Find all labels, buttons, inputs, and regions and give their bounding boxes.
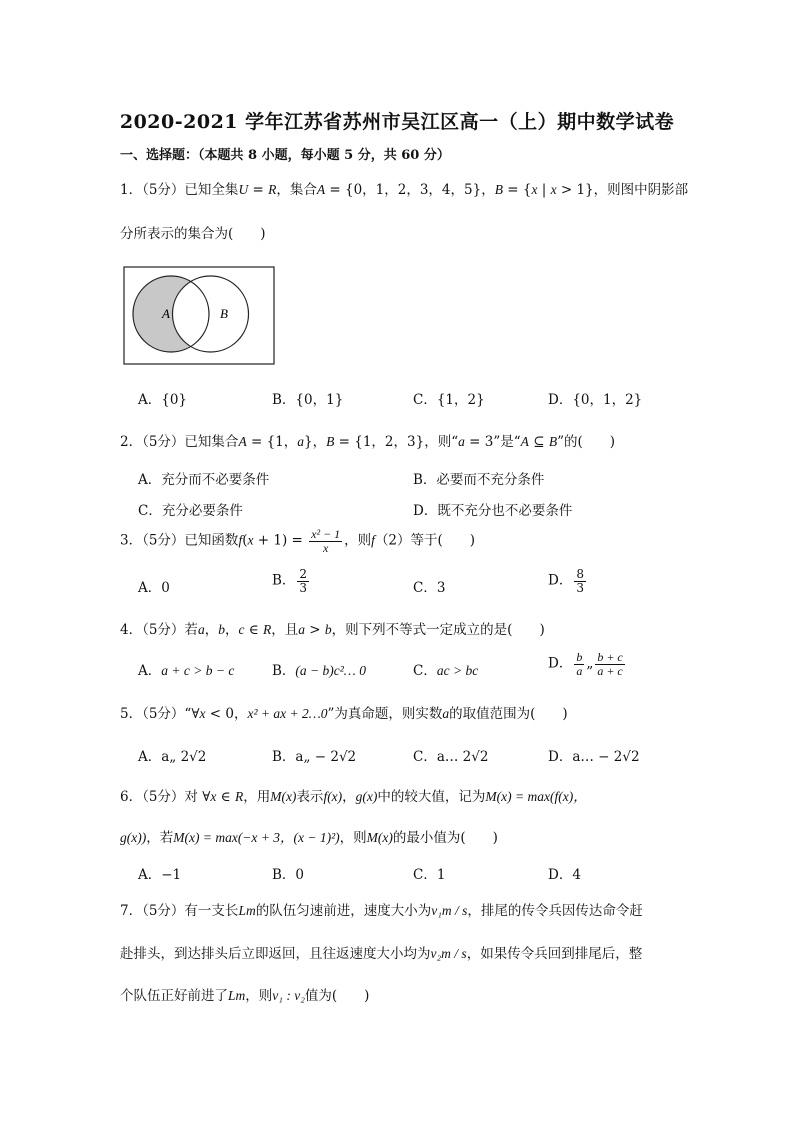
question-7-stem: 7．（5分）有一支长Lm的队伍匀速前进，速度大小为v₁m / s，排尾的传令兵因传达命令赶 <box>120 903 643 919</box>
q6-option-d: D．4 <box>548 867 581 883</box>
q3-option-d: D． $\frac{8}{3}$ <box>548 567 584 595</box>
q4-option-d: D． $\frac{b}{a}$ „ $\frac{b + c}{a + c}$ <box>548 650 623 678</box>
q5-option-a: A．a„ 2√2 <box>138 749 207 765</box>
q2-option-b: B．必要而不充分条件 <box>413 472 545 488</box>
q2-option-a: A．充分而不必要条件 <box>138 472 270 488</box>
q1-option-b: B．{0，1} <box>272 392 344 408</box>
q5-option-d: D．a… − 2√2 <box>548 749 640 765</box>
q4-option-b: B．(a − b)c²… 0 <box>272 663 366 679</box>
q4-option-c: C．ac > bc <box>413 663 479 679</box>
q6-option-b: B．0 <box>272 867 305 883</box>
q4-option-a: A．a + c > b − c <box>138 663 235 679</box>
q5-option-c: C．a… 2√2 <box>413 749 489 765</box>
venn-label-b: B <box>220 306 228 321</box>
q5-option-b: B．a„ − 2√2 <box>272 749 357 765</box>
question-6-stem: 6．（5分）对 ∀x ∈ R，用M(x)表示f(x)，g(x)中的较大值，记为M(x) = max(f(x)， <box>120 789 587 805</box>
question-7-stem-line3: 个队伍正好前进了Lm，则v₁ : v₂值为( ) <box>120 988 370 1004</box>
question-5-stem: 5．（5分）“∀x < 0，x² + ax + 2…0”为真命题，则实数a的取值范围为( ) <box>120 706 568 722</box>
question-6-stem-line2: g(x))，若M(x) = max(−x + 3，(x − 1)²)，则M(x)的最小值为( ) <box>120 830 498 846</box>
q6-option-a: A．−1 <box>138 867 182 883</box>
q1-option-c: C．{1，2} <box>413 392 485 408</box>
section-heading: 一、选择题：（本题共 8 小题，每小题 5 分，共 60 分） <box>120 148 450 163</box>
q2-option-d: D．既不充分也不必要条件 <box>413 503 573 519</box>
question-3-stem: 3．（5分）已知函数f(x + 1) = $\frac{\text{x² − 1}}{x}$ ，则f（2）等于( ) <box>120 527 476 555</box>
q2-option-c: C．充分必要条件 <box>138 503 243 519</box>
page-title: 2020-2021 学年江苏省苏州市吴江区高一（上）期中数学试卷 <box>119 111 675 133</box>
q3-option-c: C．3 <box>413 580 446 596</box>
question-2-stem: 2．（5分）已知集合A = {1，a}，B = {1，2，3}，则“a = 3”是“A ⊆ B”的( ) <box>120 434 615 450</box>
q3-option-a: A．0 <box>138 580 170 596</box>
q3-option-b: B． $\frac{2}{3}$ <box>272 567 308 595</box>
q6-option-c: C．1 <box>413 867 446 883</box>
venn-label-a: A <box>162 306 170 321</box>
question-7-stem-line2: 赴排头，到达排头后立即返回，且往返速度大小均为v₂m / s，如果传令兵回到排尾后，整 <box>120 946 643 962</box>
venn-diagram <box>123 266 275 366</box>
question-4-stem: 4．（5分）若a，b，c ∈ R，且a > b，则下列不等式一定成立的是( ) <box>120 622 545 638</box>
q1-option-a: A．{0} <box>138 392 188 408</box>
q1-option-d: D．{0，1，2} <box>548 392 643 408</box>
question-1-stem-line2: 分所表示的集合为( ) <box>120 226 266 242</box>
fraction: $\frac{\text{x² − 1}}{x}$ <box>311 527 341 555</box>
question-1-stem: 1．（5分）已知全集U = R，集合A = {0，1，2，3，4，5}，B = {x | x > 1}，则图中阴影部 <box>120 182 689 198</box>
